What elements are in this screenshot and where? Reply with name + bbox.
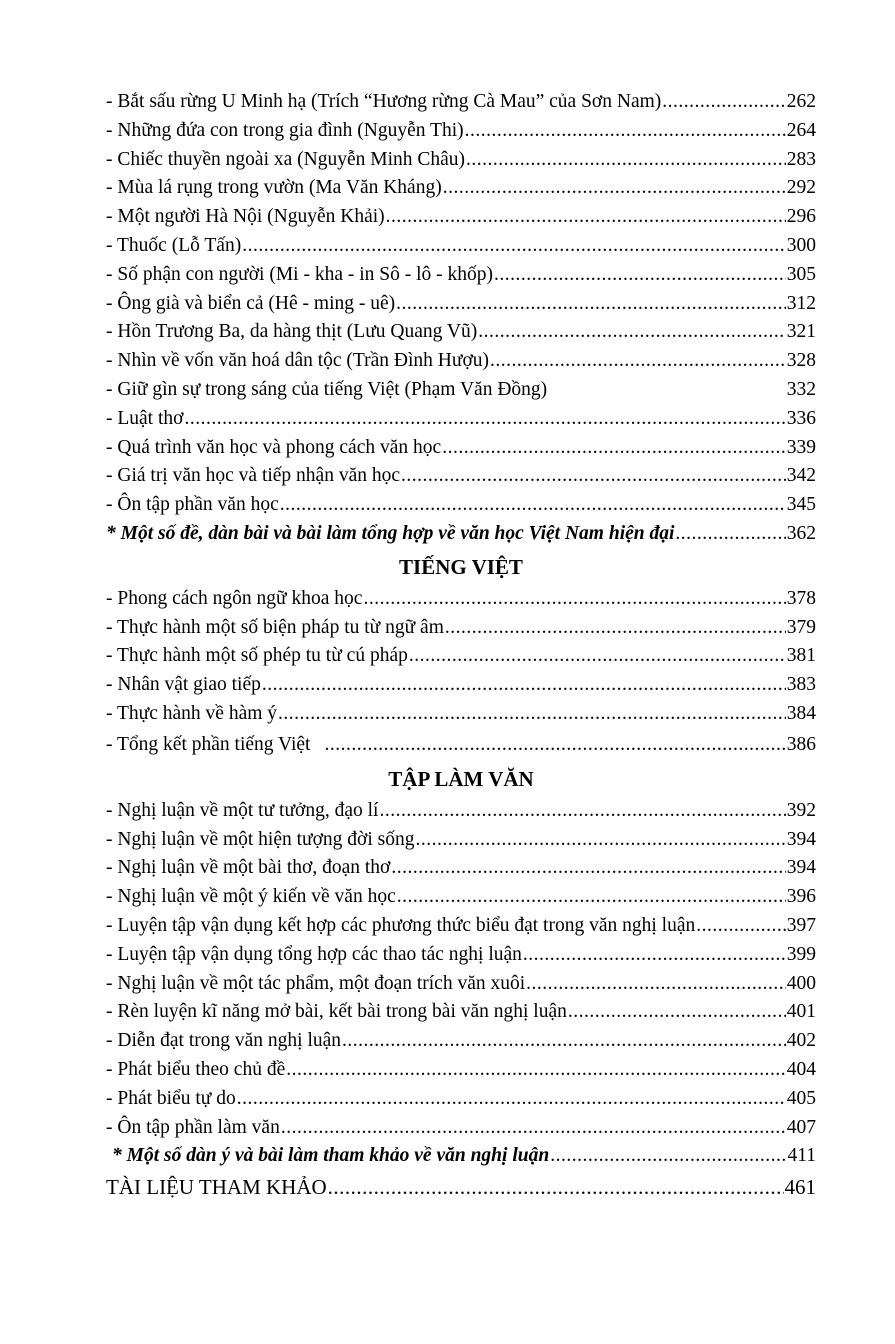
dot-leader	[490, 347, 786, 376]
dot-leader	[696, 912, 786, 941]
toc-entry	[106, 642, 816, 671]
dot-leader	[443, 174, 786, 203]
dot-leader	[523, 941, 786, 970]
dot-leader	[397, 883, 786, 912]
dot-leader	[568, 998, 786, 1027]
entry-page: 392	[786, 799, 816, 821]
toc-entry	[106, 826, 816, 855]
dot-leader	[416, 826, 786, 855]
entry-title: - Ông già và biển cả (Hê - ming - uê)	[106, 292, 396, 314]
entry-title: - Phát biểu tự do	[106, 1087, 236, 1109]
entry-page: 397	[786, 914, 816, 936]
toc-special-entry	[106, 520, 816, 549]
entry-title: - Thực hành về hàm ý	[106, 702, 278, 724]
toc-entry	[106, 941, 816, 970]
dot-leader	[184, 405, 785, 434]
entry-page: 336	[786, 407, 816, 429]
toc-entry	[106, 261, 816, 290]
dot-leader	[262, 671, 786, 700]
dot-leader	[550, 1142, 786, 1171]
toc-references-entry	[106, 1171, 816, 1203]
entry-title: - Giữ gìn sự trong sáng của tiếng Việt (Phạm Văn Đồng)	[106, 378, 548, 400]
entry-title: - Luyện tập vận dụng kết hợp các phương thức biểu đạt trong văn nghị luận	[106, 914, 696, 936]
table-of-contents	[106, 88, 816, 1203]
entry-page: 332	[786, 378, 816, 400]
entry-page: 312	[786, 292, 816, 314]
dot-leader	[363, 585, 785, 614]
entry-title: - Diễn đạt trong văn nghị luận	[106, 1030, 342, 1052]
dot-leader	[675, 520, 785, 549]
entry-page: 383	[786, 674, 816, 696]
toc-entry	[106, 912, 816, 941]
entry-page: 292	[786, 177, 816, 199]
entry-page: 396	[786, 886, 816, 908]
entry-title: - Ôn tập phần văn học	[106, 494, 279, 516]
toc-entry	[106, 491, 816, 520]
entry-page: 461	[784, 1175, 816, 1200]
dot-leader	[237, 1085, 786, 1114]
toc-entry	[106, 671, 816, 700]
entry-title: - Phong cách ngôn ngữ khoa học	[106, 587, 363, 609]
dot-leader	[324, 729, 785, 761]
entry-title: - Nhìn về vốn văn hoá dân tộc (Trần Đình Hượu)	[106, 350, 490, 372]
entry-page: 345	[786, 494, 816, 516]
dot-leader	[478, 318, 786, 347]
entry-title: - Mùa lá rụng trong vườn (Ma Văn Kháng)	[106, 177, 442, 199]
entry-page: 296	[786, 206, 816, 228]
entry-title: - Luật thơ	[106, 407, 184, 429]
dot-leader	[328, 1171, 784, 1203]
toc-entry	[106, 614, 816, 643]
toc-entry	[106, 88, 816, 117]
entry-title: - Nghị luận về một tư tưởng, đạo lí	[106, 799, 379, 821]
entry-title: - Thuốc (Lỗ Tấn)	[106, 234, 242, 256]
entry-title: * Một số đề, dàn bài và bài làm tổng hợp về văn học Việt Nam hiện đại	[106, 522, 675, 544]
toc-entry	[106, 883, 816, 912]
entry-page: 405	[786, 1087, 816, 1109]
toc-entry	[106, 462, 816, 491]
entry-title: - Thực hành một số phép tu từ cú pháp	[106, 645, 408, 667]
entry-page: 362	[786, 522, 816, 544]
dot-leader	[466, 146, 786, 175]
entry-title: - Những đứa con trong gia đình (Nguyễn Thi)	[106, 119, 464, 141]
toc-entry	[106, 318, 816, 347]
toc-entry	[106, 232, 816, 261]
dot-leader	[445, 614, 786, 643]
toc-entry	[106, 729, 816, 761]
toc-entry	[106, 585, 816, 614]
entry-title: - Nhân vật giao tiếp	[106, 674, 261, 696]
entry-page: 407	[786, 1116, 816, 1138]
toc-entry	[106, 174, 816, 203]
entry-page: 394	[786, 828, 816, 850]
entry-title: - Rèn luyện kĩ năng mở bài, kết bài trong bài văn nghị luận	[106, 1001, 567, 1023]
dot-leader	[526, 970, 786, 999]
dot-leader	[386, 203, 786, 232]
entry-page: 384	[786, 702, 816, 724]
dot-leader	[396, 290, 786, 319]
dot-leader	[278, 700, 786, 729]
entry-page: 411	[787, 1145, 816, 1167]
entry-title: - Chiếc thuyền ngoài xa (Nguyễn Minh Châu)	[106, 148, 466, 170]
entry-title: - Nghị luận về một ý kiến về văn học	[106, 886, 396, 908]
entry-page: 378	[786, 587, 816, 609]
entry-page: 262	[786, 91, 816, 112]
dot-leader	[379, 797, 785, 826]
section-heading-tap-lam-van: TẬP LÀM VĂN	[388, 766, 534, 791]
entry-page: 328	[786, 350, 816, 372]
toc-entry	[106, 290, 816, 319]
entry-title: - Quá trình văn học và phong cách văn học	[106, 436, 442, 458]
entry-page: 401	[786, 1001, 816, 1023]
toc-entry	[106, 998, 816, 1027]
entry-title: - Giá trị văn học và tiếp nhận văn học	[106, 465, 401, 487]
toc-entry	[106, 405, 816, 434]
entry-page: 305	[786, 263, 816, 285]
entry-page: 300	[786, 234, 816, 256]
entry-page: 342	[786, 465, 816, 487]
entry-title: - Số phận con người (Mi - kha - in Sô - lô - khốp)	[106, 263, 494, 285]
dot-leader	[409, 642, 786, 671]
toc-entry	[106, 1114, 816, 1143]
toc-entry	[106, 146, 816, 175]
toc-entry	[106, 854, 816, 883]
entry-page: 283	[786, 148, 816, 170]
toc-entry	[106, 700, 816, 729]
entry-title: - Luyện tập vận dụng tổng hợp các thao tác nghị luận	[106, 943, 522, 965]
dot-leader	[442, 434, 786, 463]
dot-leader	[286, 1056, 786, 1085]
entry-title: - Phát biểu theo chủ đề	[106, 1058, 286, 1080]
entry-page: 386	[786, 733, 816, 755]
dot-leader	[662, 88, 785, 117]
entry-title: - Hồn Trương Ba, da hàng thịt (Lưu Quang Vũ)	[106, 321, 478, 343]
entry-title: - Nghị luận về một bài thơ, đoạn thơ	[106, 857, 391, 879]
entry-page: 404	[786, 1058, 816, 1080]
entry-title: - Bắt sấu rừng U Minh hạ (Trích “Hương rừng Cà Mau” của Sơn Nam)	[106, 91, 662, 112]
toc-entry	[106, 1056, 816, 1085]
entry-page: 394	[786, 857, 816, 879]
dot-leader	[465, 117, 786, 146]
entry-page: 321	[786, 321, 816, 343]
entry-title: - Thực hành một số biện pháp tu từ ngữ âm	[106, 616, 444, 638]
entry-title: - Tổng kết phần tiếng Việt	[106, 733, 311, 755]
section-heading-tieng-viet: TIẾNG VIỆT	[399, 554, 523, 579]
toc-special-entry	[106, 1142, 816, 1171]
toc-entry	[106, 970, 816, 999]
dot-leader	[494, 261, 786, 290]
dot-leader	[401, 462, 786, 491]
entry-title: - Ôn tập phần làm văn	[106, 1116, 280, 1138]
dot-leader	[280, 491, 786, 520]
entry-page: 379	[786, 616, 816, 638]
entry-page: 402	[786, 1030, 816, 1052]
toc-entry	[106, 1085, 816, 1114]
toc-entry	[106, 117, 816, 146]
dot-leader	[242, 232, 786, 261]
entry-title: * Một số dàn ý và bài làm tham khảo về văn nghị luận	[112, 1145, 550, 1167]
entry-page: 399	[786, 943, 816, 965]
entry-title: - Nghị luận về một hiện tượng đời sống	[106, 828, 415, 850]
dot-leader	[281, 1114, 786, 1143]
toc-entry	[106, 1027, 816, 1056]
entry-title: TÀI LIỆU THAM KHẢO	[106, 1175, 327, 1200]
entry-page: 381	[786, 645, 816, 667]
entry-page: 264	[786, 119, 816, 141]
entry-title: - Một người Hà Nội (Nguyễn Khải)	[106, 206, 385, 228]
entry-page: 339	[786, 436, 816, 458]
toc-entry	[106, 376, 816, 405]
entry-title: - Nghị luận về một tác phẩm, một đoạn trích văn xuôi	[106, 972, 526, 994]
toc-entry	[106, 434, 816, 463]
dot-leader	[342, 1027, 786, 1056]
dot-leader	[391, 854, 785, 883]
toc-entry	[106, 203, 816, 232]
entry-page: 400	[786, 972, 816, 994]
toc-entry	[106, 797, 816, 826]
toc-entry	[106, 347, 816, 376]
